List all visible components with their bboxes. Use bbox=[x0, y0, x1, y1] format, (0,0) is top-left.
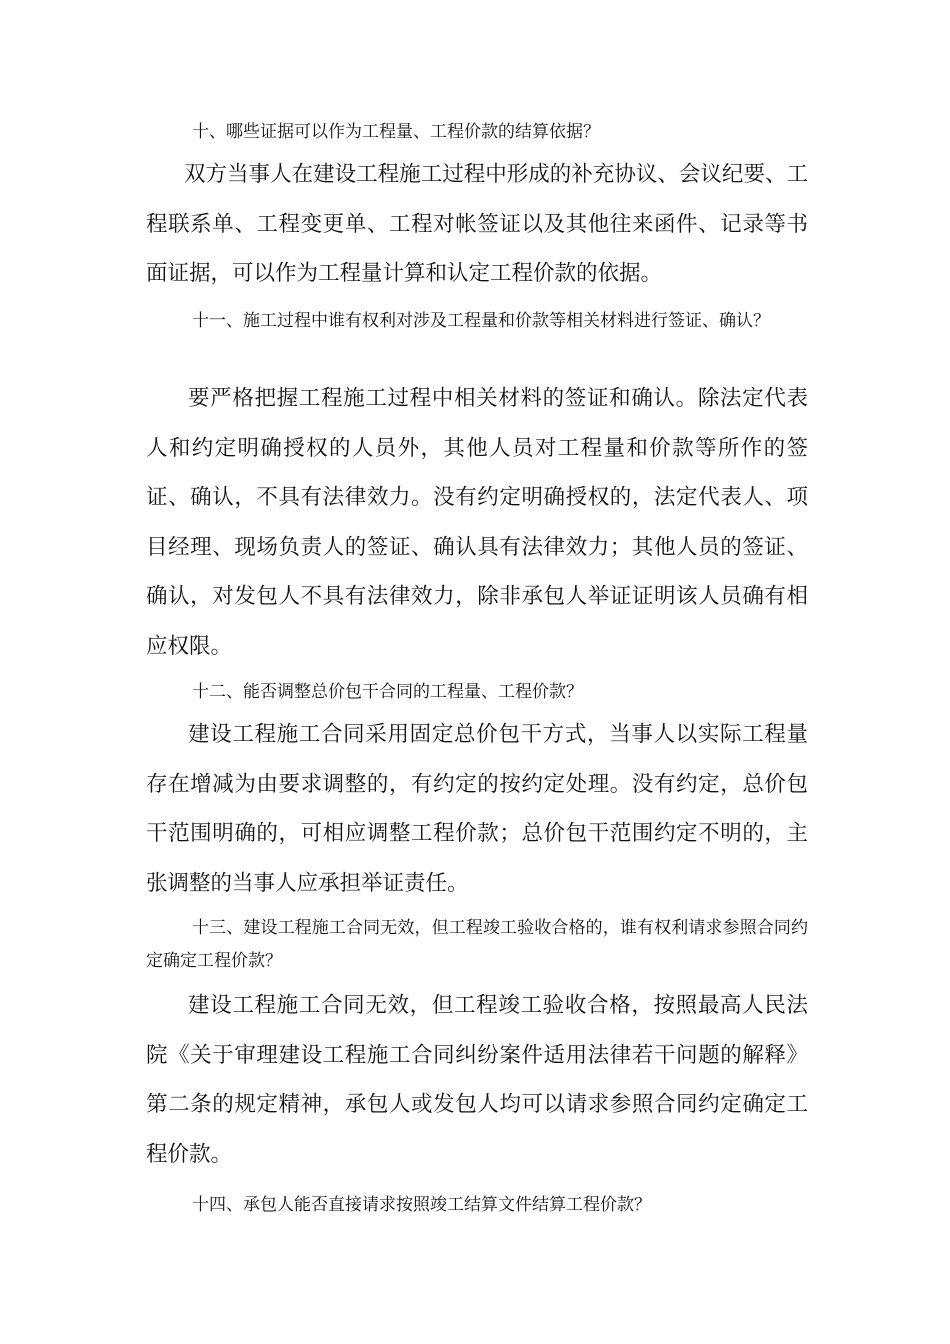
answer-13: 建设工程施工合同无效，但工程竣工验收合格，按照最高人民法院《关于审理建设工程施工合同纠纷案件适用法律若干问题的解释》第二条的规定精神，承包人或发包人均可以请求参照合同约定确定工程价款。 bbox=[146, 993, 808, 1167]
question-12: 十二、能否调整总价包干合同的工程量、工程价款？ bbox=[192, 682, 583, 702]
question-14: 十四、承包人能否直接请求按照竣工结算文件结算工程价款？ bbox=[192, 1195, 651, 1215]
answer-10: 双方当事人在建设工程施工过程中形成的补充协议、会议纪要、工程联系单、工程变更单、工程对帐签证以及其他往来函件、记录等书面证据，可以作为工程量计算和认定工程价款的依据。 bbox=[146, 162, 808, 286]
question-11: 十一、施工过程中谁有权利对涉及工程量和价款等相关材料进行签证、确认？ bbox=[192, 311, 770, 331]
answer-12: 建设工程施工合同采用固定总价包干方式，当事人以实际工程量存在增减为由要求调整的，有约定的按约定处理。没有约定，总价包干范围明确的，可相应调整工程价款；总价包干范围约定不明的，主张调整的当事人应承担举证责任。 bbox=[146, 722, 808, 896]
answer-11: 要严格把握工程施工过程中相关材料的签证和确认。除法定代表人和约定明确授权的人员外，其他人员对工程量和价款等所作的签证、确认，不具有法律效力。没有约定明确授权的，法定代表人、项目经理、现场负责人的签证、确认具有法律效力；其他人员的签证、确认，对发包人不具有法律效力，除非承包人举证证明该人员确有相应权限。 bbox=[146, 386, 808, 659]
question-10: 十、哪些证据可以作为工程量、工程价款的结算依据？ bbox=[192, 122, 600, 142]
question-13: 十三、建设工程施工合同无效，但工程竣工验收合格的，谁有权利请求参照合同约定确定工程价款？ bbox=[146, 918, 808, 971]
